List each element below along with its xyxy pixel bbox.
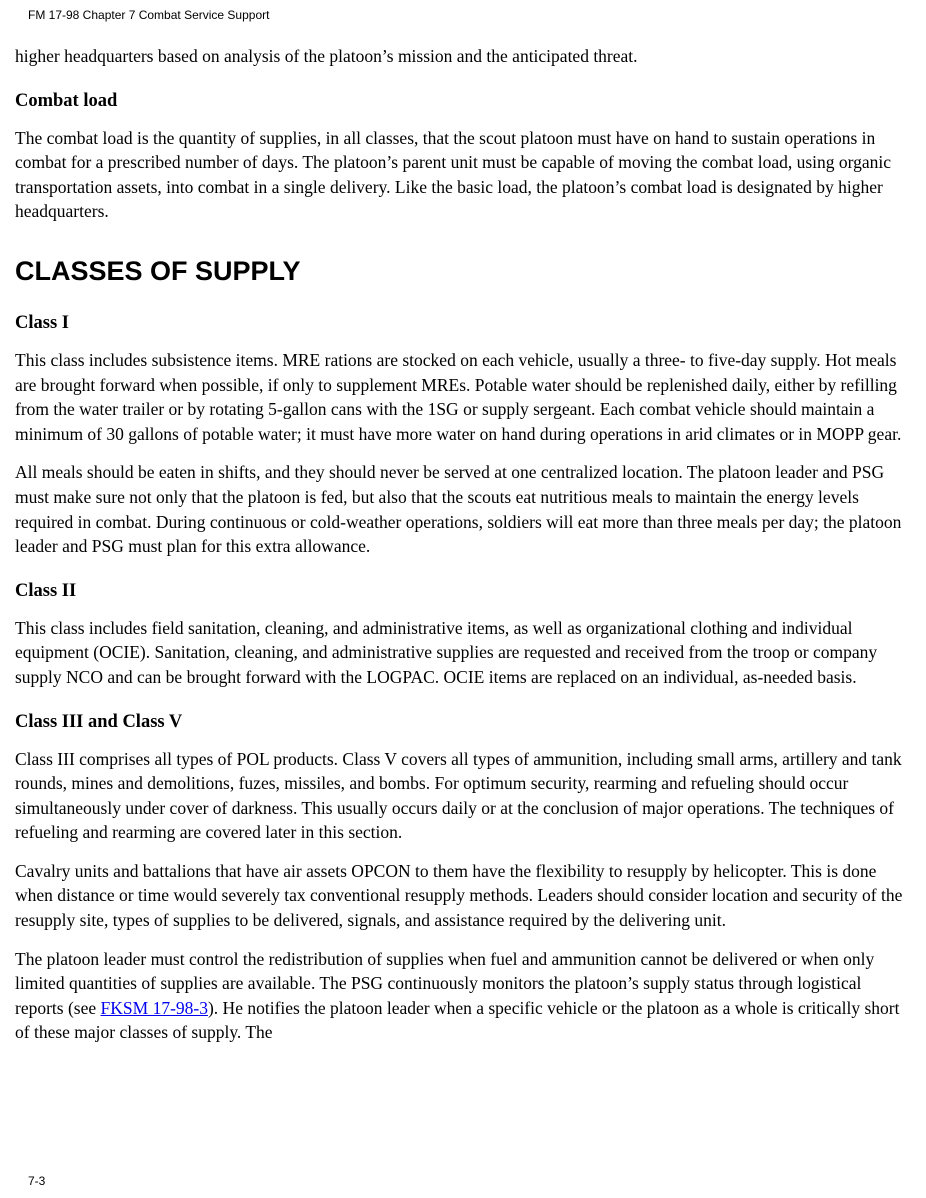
heading-class-ii: Class II xyxy=(15,580,77,601)
class-iii-v-paragraph-1: Class III comprises all types of POL products. Class V covers all types of ammunition, including small arms, artillery and tank rounds, mines and demolitions, fuzes, missiles, and bombs. For optimum security, rearming and refueling should occur simultaneously under cover of darkness. This usually occurs daily or at the conclusion of major operations. The techniques of refueling and rearming are covered later in this section. xyxy=(15,748,902,843)
class-i-paragraph-1: This class includes subsistence items. MRE rations are stocked on each vehicle, usually a three- to five-day supply. Hot meals are brought forward when possible, if only to supplement MREs. Potable water should be replenished daily, either by refilling from the water trailer or by rotating 5-gallon cans with the 1SG or supply sergeant. Each combat vehicle should maintain a minimum of 30 gallons of potable water; it must have more water on hand during operations in arid climates or in MOPP gear. xyxy=(15,349,902,444)
heading-classes-of-supply: CLASSES OF SUPPLY xyxy=(15,255,301,286)
paragraph-text-after-link: ). He notifies the platoon leader when a specific vehicle or the platoon as a whole is critically short of these major classes of supply. The xyxy=(15,997,900,1043)
intro-paragraph: higher headquarters based on analysis of the platoon’s mission and the anticipated threat. xyxy=(15,46,638,66)
heading-class-iii-and-v: Class III and Class V xyxy=(15,711,183,732)
class-iii-v-paragraph-2: Cavalry units and battalions that have air assets OPCON to them have the flexibility to resupply by helicopter. This is done when distance or time would severely tax conventional resupply methods. Leaders should consider location and security of the resupply site, types of supplies to be delivered, signals, and assistance required by the delivering unit. xyxy=(15,860,903,931)
fksm-17-98-3-link[interactable]: FKSM 17-98-3 xyxy=(100,997,208,1018)
paragraph-text-before-link: The platoon leader must control the redistribution of supplies when fuel and ammunition cannot be delivered or when only limited quantities of supplies are available. The PSG continuously monitors the platoon’s supply status through logistical reports (see xyxy=(15,948,875,1018)
class-iii-v-paragraph-3 xyxy=(15,947,908,1045)
heading-combat-load: Combat load xyxy=(15,90,118,111)
class-i-paragraph-2: All meals should be eaten in shifts, and they should never be served at one centralized location. The platoon leader and PSG must make sure not only that the platoon is fed, but also that the scouts eat nutritious meals to maintain the energy levels required in combat. During continuous or cold-weather operations, soldiers will eat more than three meals per day; the platoon leader and PSG must plan for this extra allowance. xyxy=(15,462,902,557)
page-content xyxy=(0,22,926,1045)
heading-class-i: Class I xyxy=(15,312,69,333)
class-ii-paragraph-1: This class includes field sanitation, cleaning, and administrative items, as well as organizational clothing and individual equipment (OCIE). Sanitation, cleaning, and administrative supplies are requested and received from the troop or company supply NCO and can be brought forward with the LOGPAC. OCIE items are replaced on an individual, as-needed basis. xyxy=(15,617,878,687)
page-number: 7-3 xyxy=(28,1174,46,1188)
running-header: FM 17-98 Chapter 7 Combat Service Support xyxy=(28,8,270,22)
combat-load-paragraph: The combat load is the quantity of supplies, in all classes, that the scout platoon must have on hand to sustain operations in combat for a prescribed number of days. The platoon’s parent unit must be capable of moving the combat load, using organic transportation assets, into combat in a single delivery. Like the basic load, the platoon’s combat load is designated by higher headquarters. xyxy=(15,127,892,222)
